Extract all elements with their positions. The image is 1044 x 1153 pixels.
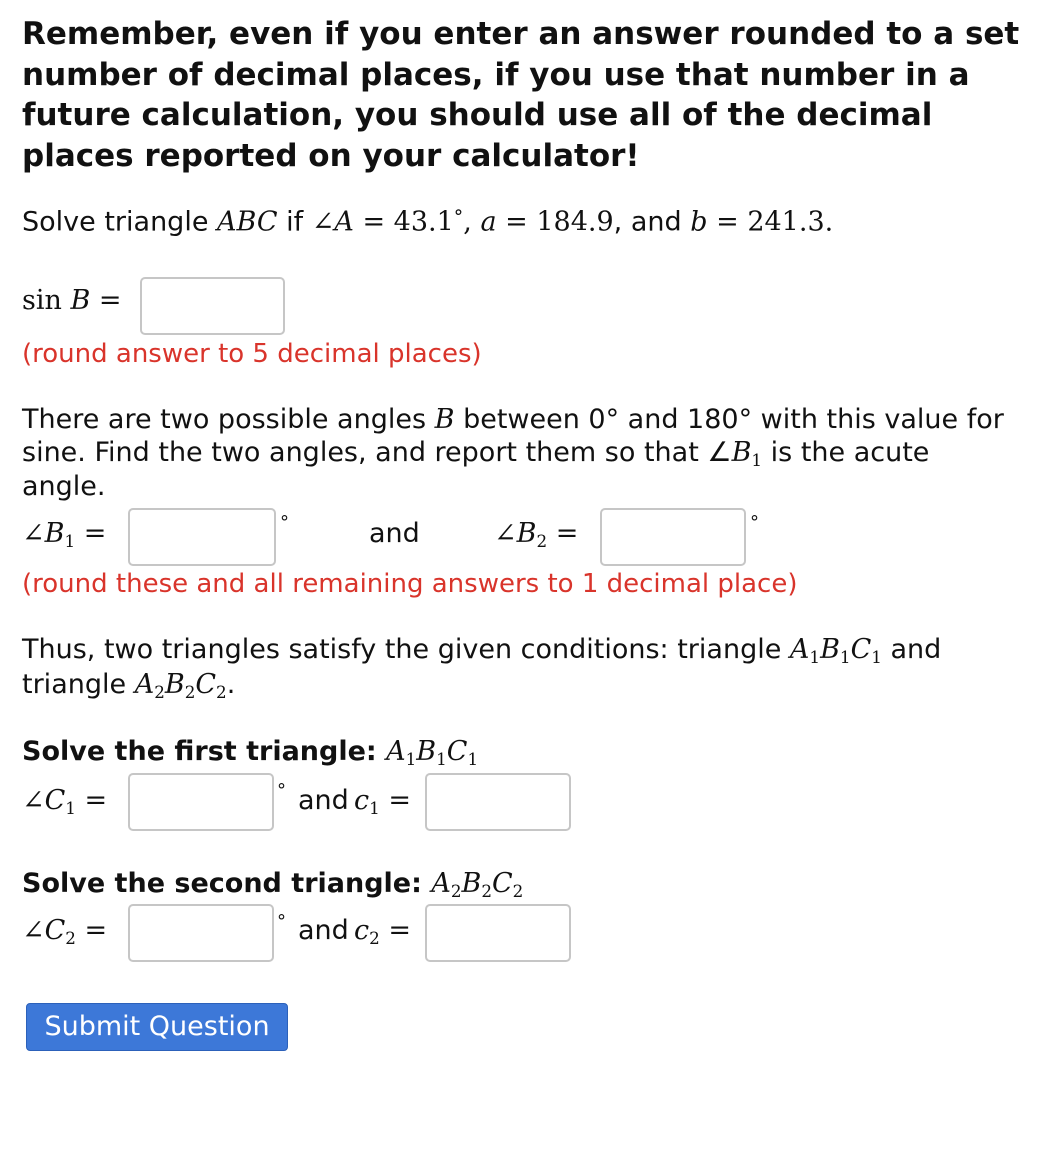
two-angles-line2 — [22, 437, 929, 470]
and-word: and — [890, 634, 942, 665]
B1-var: B — [44, 518, 65, 549]
two-angles-text-b: between 0° and 180° with this value for — [463, 404, 1004, 435]
B2-sub: 2 — [536, 531, 548, 552]
triangle-2-name: $A_2B_2C_2$ — [134, 669, 227, 703]
solve-prefix: Solve triangle — [22, 206, 209, 238]
first-triangle-heading — [22, 736, 478, 769]
angle-A-label: A — [334, 206, 354, 238]
B2-label — [494, 518, 578, 551]
period: . — [824, 206, 834, 238]
problem-statement — [22, 206, 833, 238]
side-a-label: a — [480, 206, 497, 238]
sinB-input[interactable] — [140, 277, 285, 335]
reminder-heading: Remember, even if you enter an answer rounded to a set number of decimal places, if you use that number in a future calculation, you should use all of the decimal places reported on your calculator! — [22, 16, 1020, 174]
two-angles-text-2a: sine. Find the two angles, and report them so that ∠ — [22, 437, 732, 468]
second-heading-text: Solve the second triangle: — [22, 868, 422, 899]
c2-label: $c_2$ = — [354, 915, 411, 949]
submit-question-button[interactable]: Submit Question — [26, 1003, 288, 1051]
sinB-round-note: (round answer to 5 decimal places) — [22, 339, 482, 369]
thus-text: Thus, two triangles satisfy the given conditions: triangle — [22, 634, 782, 665]
angle-symbol: ∠ — [311, 206, 335, 238]
triangle-name: ABC — [217, 206, 278, 238]
angle-A-value: 43.1 — [393, 206, 454, 238]
first-heading-text: Solve the first triangle: — [22, 736, 377, 767]
side-b-value: 241.3 — [747, 206, 825, 238]
C2-label: $\angle C_2$ = — [22, 915, 108, 949]
equals-sign: = — [555, 518, 579, 549]
angle-symbol: ∠ — [494, 518, 517, 549]
sin-func: sin — [22, 285, 62, 316]
equals-sign: = — [362, 206, 386, 238]
angle-symbol: ∠ — [22, 518, 45, 549]
c1-label: $c_1$ = — [354, 785, 411, 819]
two-angles-line1 — [22, 404, 1004, 435]
C1-label: $\angle C_1$ = — [22, 785, 108, 819]
side-a-value: 184.9 — [536, 206, 614, 238]
sin-var: B — [70, 285, 91, 316]
sub-1: 1 — [751, 450, 763, 471]
second-triangle-heading — [22, 868, 523, 901]
degree-symbol: ° — [277, 780, 286, 801]
B2-input[interactable] — [600, 508, 746, 566]
c1-input[interactable] — [425, 773, 571, 831]
if-word: if — [286, 206, 304, 238]
thus-line1 — [22, 634, 941, 667]
degree-symbol: ° — [277, 911, 286, 932]
triangle-word: triangle — [22, 669, 127, 700]
equals-sign: = — [83, 518, 107, 549]
var-B: B — [434, 404, 455, 435]
two-angles-text-2b: is the acute — [770, 437, 930, 468]
and-word: and — [298, 785, 349, 816]
and-word: , and — [613, 206, 682, 238]
C2-input[interactable] — [128, 904, 274, 962]
equals-sign: = — [505, 206, 528, 238]
first-triangle-name: $A_1B_1C_1$ — [386, 736, 479, 770]
equals-sign: = — [716, 206, 739, 238]
B1-input[interactable] — [128, 508, 276, 566]
B1-inline: B — [731, 437, 752, 468]
comma: , — [463, 206, 472, 238]
second-triangle-name: $A_2B_2C_2$ — [431, 868, 524, 902]
c2-input[interactable] — [425, 904, 571, 962]
side-b-label: b — [690, 206, 708, 238]
and-word: and — [298, 915, 349, 946]
B2-var: B — [516, 518, 537, 549]
degree-symbol: ° — [280, 512, 289, 533]
B1-label — [22, 518, 106, 551]
sinB-label — [22, 285, 122, 316]
degree-symbol: ° — [750, 512, 759, 533]
B1-sub: 1 — [64, 531, 76, 552]
and-word: and — [369, 518, 420, 549]
round-remaining-note: (round these and all remaining answers to 1 decimal place) — [22, 569, 798, 599]
C1-input[interactable] — [128, 773, 274, 831]
thus-line2: triangle $A_2B_2C_2$. — [22, 669, 236, 703]
two-angles-line3: angle. — [22, 471, 106, 502]
degree-symbol: ° — [453, 206, 464, 228]
equals-sign: = — [98, 285, 122, 316]
two-angles-text-a: There are two possible angles — [22, 404, 427, 435]
triangle-1-name: $A_1B_1C_1$ — [789, 634, 882, 668]
